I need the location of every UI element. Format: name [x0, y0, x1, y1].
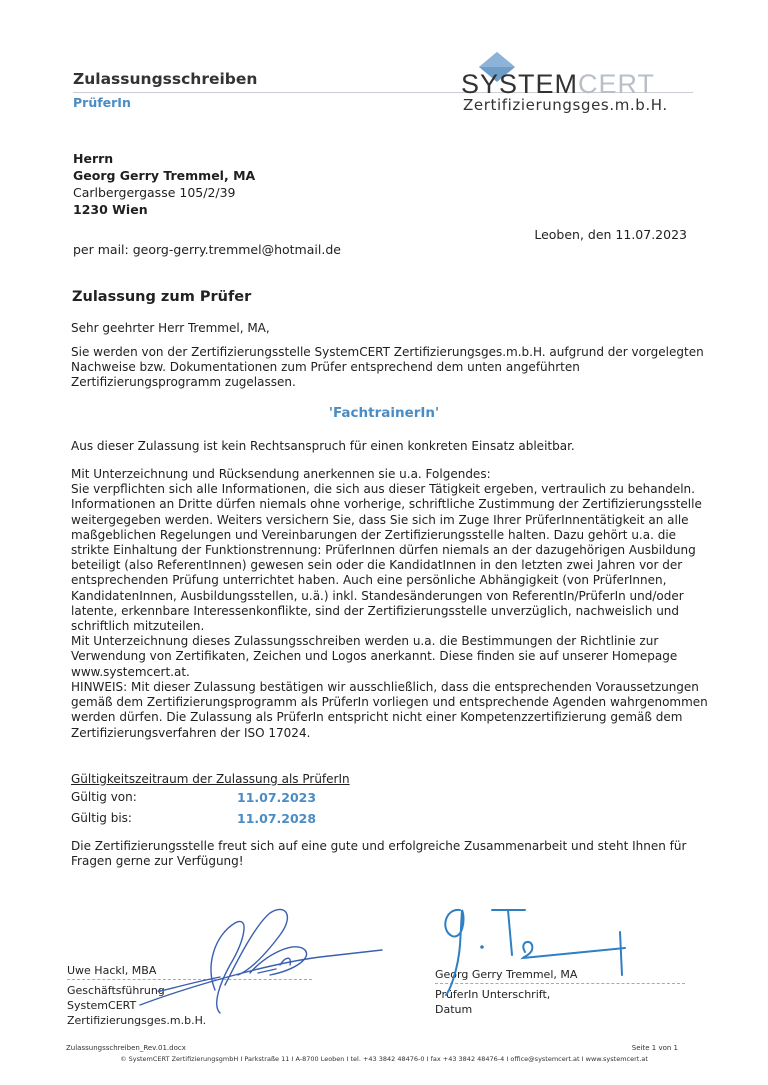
- footer-company-address: © SystemCERT ZertifizierungsgmbH I Parkstraße 11 I A-8700 Leoben I tel. +43 3842 48476-0 I fax +43 3842 48476-4 I office@systemcert.at I www.systemcert.at: [120, 1055, 648, 1063]
- document-type-title: Zulassungsschreiben: [73, 70, 258, 88]
- recipient-salutation: Herrn: [73, 151, 114, 166]
- subject-line: Zulassung zum Prüfer: [72, 289, 252, 305]
- valid-from-label: Gültig von:: [71, 790, 137, 804]
- footer-filename: Zulassungsschreiben_Rev.01.docx: [66, 1044, 186, 1052]
- recipient-name: Georg Gerry Tremmel, MA: [73, 168, 256, 183]
- obligations-section: [71, 467, 711, 680]
- signatory-right-date-label: Datum: [435, 1003, 473, 1016]
- logo-company-name: Zertifizierungsges.m.b.H.: [463, 96, 668, 114]
- systemcert-logo: [455, 48, 695, 118]
- document-type-subtitle: PrüferIn: [73, 95, 131, 110]
- greeting: Sehr geehrter Herr Tremmel, MA,: [71, 321, 270, 335]
- delivery-email: per mail: georg-gerry.tremmel@hotmail.de: [73, 242, 341, 257]
- place-date: Leoben, den 11.07.2023: [534, 227, 687, 242]
- signatory-left-name: Uwe Hackl, MBA: [67, 964, 157, 977]
- validity-heading: Gültigkeitszeitraum der Zulassung als PrüferIn: [71, 772, 350, 786]
- notice-paragraph: HINWEIS: Mit dieser Zulassung bestätigen wir ausschließlich, dass die entsprechenden Voraussetzungen gemäß dem Zertifizierungsprogramm als PrüferIn vorliegen und entsprechende Agenden wahrgenommen werden dürfen. Die Zulassung als PrüferIn entspricht nicht einer Kompetenzzertifizierung gemäß dem Zertifizierungsverfahren der ISO 17024.: [71, 680, 708, 740]
- closing-paragraph: Die Zertifizierungsstelle freut sich auf eine gute und erfolgreiche Zusammenarbeit und steht Ihnen für Fragen gerne zur Verfügung!: [71, 839, 687, 869]
- signatory-right-name: Georg Gerry Tremmel, MA: [435, 968, 578, 981]
- handwritten-signature-left: [120, 895, 390, 1020]
- recipient-city: 1230 Wien: [73, 202, 148, 217]
- signatory-left-role: Geschäftsführung: [67, 984, 165, 997]
- valid-to-value: 11.07.2028: [237, 811, 317, 826]
- footer-page-number: Seite 1 von 1: [631, 1044, 678, 1052]
- certification-program: 'FachtrainerIn': [328, 405, 440, 421]
- logo-word-system: SYSTEM: [461, 69, 579, 99]
- valid-to-label: Gültig bis:: [71, 811, 132, 825]
- obligations-body: Sie verpflichten sich alle Informationen, die sich aus dieser Tätigkeit ergeben, vertraulich zu behandeln. Informationen an Dritte dürfen niemals ohne vorherige, schriftliche Zustimmung der Zertifizierungsstelle weitergegeben werden. Weiters versichern Sie, dass Sie sich im Zuge Ihrer PrüferInnentätigkeit an alle maßgeblichen Regelungen und Vereinbarungen der Zertifizierungsstelle halten. Dazu gehört u.a. die strikte Einhaltung der Funktionstrennung: PrüferInnen dürfen niemals an der dazugehörigen Ausbildung beteiligt (also ReferentInnen) gewesen sein oder die KandidatInnen in den letzten zwei Jahren vor der entsprechenden Prüfung unterrichtet haben. Auch eine persönliche Abhängigkeit (von PrüferInnen, KandidatenInnen, Ausbildungsstellen, u.ä.) inkl. Standesänderungen von ReferentIn/PrüferIn und/oder latente, erkennbare Interessenkonflikte, sind der Zertifizierungsstelle unverzüglich, nachweislich und schriftlich mitzuteilen.: [71, 482, 702, 634]
- signatory-right-role: PrüferIn Unterschrift,: [435, 988, 551, 1001]
- valid-from-value: 11.07.2023: [237, 790, 317, 805]
- logo-word-cert: CERT: [578, 69, 656, 99]
- logos-clause: Mit Unterzeichnung dieses Zulassungsschreiben werden u.a. die Bestimmungen der Richtlinie zur Verwendung von Zertifikaten, Zeichen und Logos anerkannt. Diese finden sie auf unserer Homepage www.systemcert.at.: [71, 634, 678, 679]
- signatory-left-company: SystemCERT: [67, 999, 137, 1012]
- logo-wordmark: [461, 71, 655, 98]
- handwritten-signature-right: [430, 900, 630, 1000]
- signatory-left-company-suffix: Zertifizierungsges.m.b.H.: [67, 1014, 207, 1027]
- recipient-address: [73, 150, 255, 218]
- obligations-heading: Mit Unterzeichnung und Rücksendung anerkennen sie u.a. Folgendes:: [71, 467, 491, 481]
- recipient-street: Carlbergergasse 105/2/39: [73, 185, 236, 200]
- no-claim-statement: Aus dieser Zulassung ist kein Rechtsanspruch für einen konkreten Einsatz ableitbar.: [71, 439, 575, 453]
- intro-paragraph: Sie werden von der Zertifizierungsstelle SystemCERT Zertifizierungsges.m.b.H. aufgrund der vorgelegten Nachweise bzw. Dokumentationen zum Prüfer entsprechend dem unten angeführten Zertifizierungsprogramm zugelassen.: [71, 345, 704, 390]
